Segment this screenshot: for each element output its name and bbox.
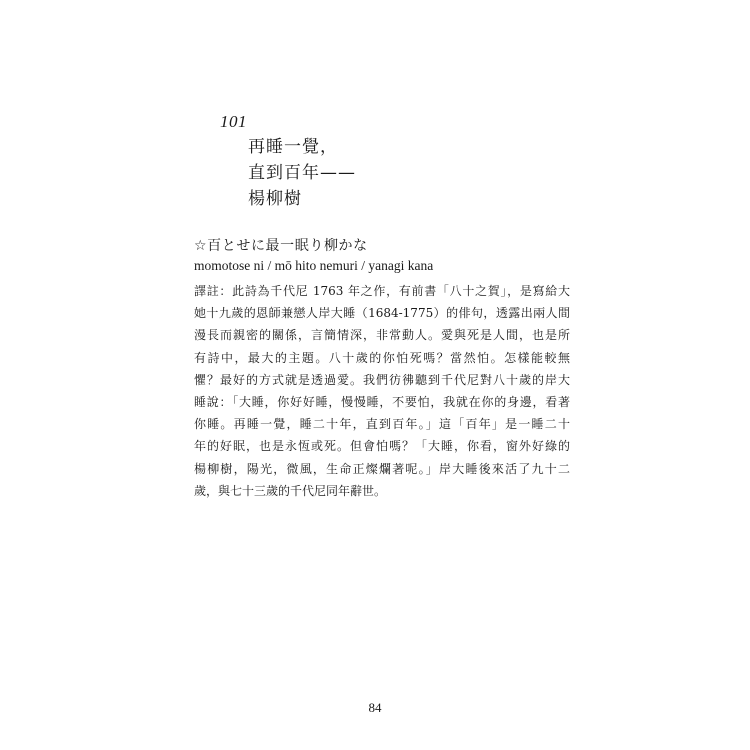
commentary-line: 你睡。再睡一覺，睡二十年，直到百年。」這「百年」是一睡二十 <box>194 417 570 432</box>
commentary-line: 譯註：此詩為千代尼 1763 年之作，有前書「八十之賀」，是寫給大 <box>194 284 570 298</box>
poem-line: 直到百年—— <box>248 163 356 183</box>
translator-commentary <box>194 280 570 502</box>
poem-line: 楊柳樹 <box>248 189 302 209</box>
commentary-line: 年的好眠，也是永恆或死。但會怕嗎？「大睡，你看，窗外好綠的 <box>194 439 570 454</box>
commentary-line: 漫長而親密的關係，言簡情深，非常動人。愛與死是人間，也是所 <box>194 328 570 343</box>
commentary-line: 睡說：「大睡，你好好睡，慢慢睡，不要怕，我就在你的身邊，看著 <box>194 394 570 409</box>
poem-translation <box>248 134 356 212</box>
page-number: 84 <box>368 700 382 715</box>
haiku-romanization: momotose ni / mō hito nemuri / yanagi kana <box>194 258 434 273</box>
poem-number: 101 <box>220 112 247 131</box>
commentary-line: 懼？最好的方式就是透過愛。我們彷彿聽到千代尼對八十歲的岸大 <box>194 372 570 387</box>
haiku-original-japanese: ☆百とせに最一眠り柳かな <box>194 238 368 254</box>
commentary-line: 有詩中，最大的主題。八十歲的你怕死嗎？當然怕。怎樣能較無 <box>194 350 570 365</box>
poem-line: 再睡一覺， <box>248 137 338 157</box>
commentary-line: 她十九歲的恩師兼戀人岸大睡（1684-1775）的俳句，透露出兩人間 <box>194 306 570 321</box>
commentary-line: 歲，與七十三歲的千代尼同年辭世。 <box>194 483 387 498</box>
commentary-line: 楊柳樹，陽光，微風，生命正燦爛著呢。」岸大睡後來活了九十二 <box>194 461 570 476</box>
